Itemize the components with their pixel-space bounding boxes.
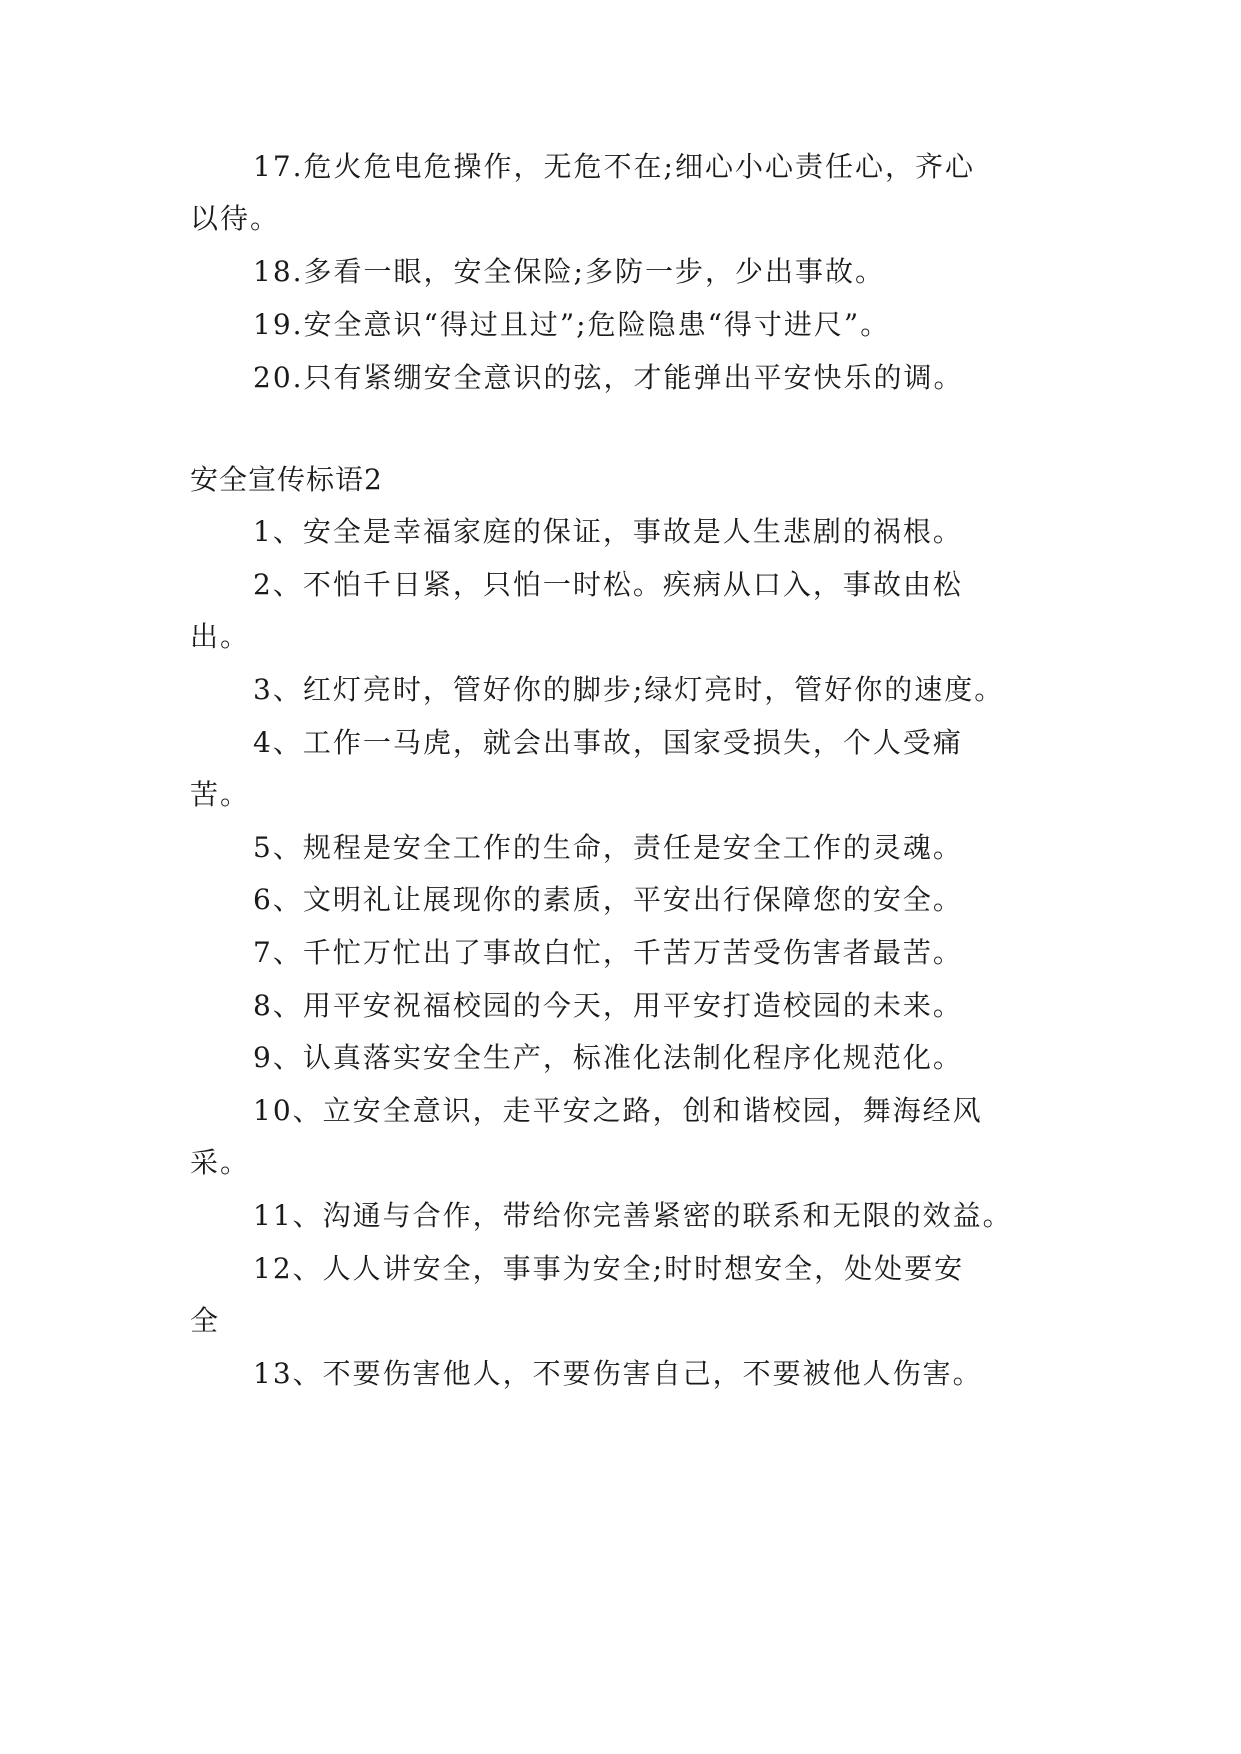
slogan-2-line1: 2、不怕千日紧，只怕一时松。疾病从口入，事故由松	[253, 568, 963, 601]
slogan-10-line2: 采。	[190, 1146, 251, 1179]
slogan-12-line1: 12、人人讲安全，事事为安全;时时想安全，处处要安	[253, 1252, 965, 1285]
slogan-11: 11、沟通与合作，带给你完善紧密的联系和无限的效益。	[253, 1199, 1013, 1232]
slogan-12-line2: 全	[190, 1304, 221, 1337]
slogan-17-line1: 17.危火危电危操作，无危不在;细心小心责任心，齐心	[253, 150, 975, 183]
slogan-13: 13、不要伤害他人，不要伤害自己，不要被他人伤害。	[253, 1357, 983, 1390]
slogan-7: 7、千忙万忙出了事故白忙，千苦万苦受伤害者最苦。	[253, 936, 963, 969]
slogan-3: 3、红灯亮时，管好你的脚步;绿灯亮时，管好你的速度。	[253, 673, 1005, 706]
slogan-17-line2: 以待。	[190, 202, 281, 235]
slogan-8: 8、用平安祝福校园的今天，用平安打造校园的未来。	[253, 989, 963, 1022]
slogan-18: 18.多看一眼，安全保险;多防一步，少出事故。	[253, 255, 885, 288]
slogan-20: 20.只有紧绷安全意识的弦，才能弹出平安快乐的调。	[253, 361, 964, 394]
slogan-10-line1: 10、立安全意识，走平安之路，创和谐校园，舞海经风	[253, 1094, 983, 1127]
slogan-2-line2: 出。	[190, 620, 251, 653]
slogan-6: 6、文明礼让展现你的素质，平安出行保障您的安全。	[253, 883, 963, 916]
slogan-4-line1: 4、工作一马虎，就会出事故，国家受损失，个人受痛	[253, 726, 963, 759]
slogan-1: 1、安全是幸福家庭的保证，事故是人生悲剧的祸根。	[253, 515, 963, 548]
section-heading: 安全宣传标语2	[190, 463, 383, 496]
slogan-9: 9、认真落实安全生产，标准化法制化程序化规范化。	[253, 1041, 963, 1074]
slogan-5: 5、规程是安全工作的生命，责任是安全工作的灵魂。	[253, 831, 963, 864]
slogan-4-line2: 苦。	[190, 778, 251, 811]
slogan-19: 19.安全意识“得过且过”;危险隐患“得寸进尺”。	[253, 308, 891, 341]
